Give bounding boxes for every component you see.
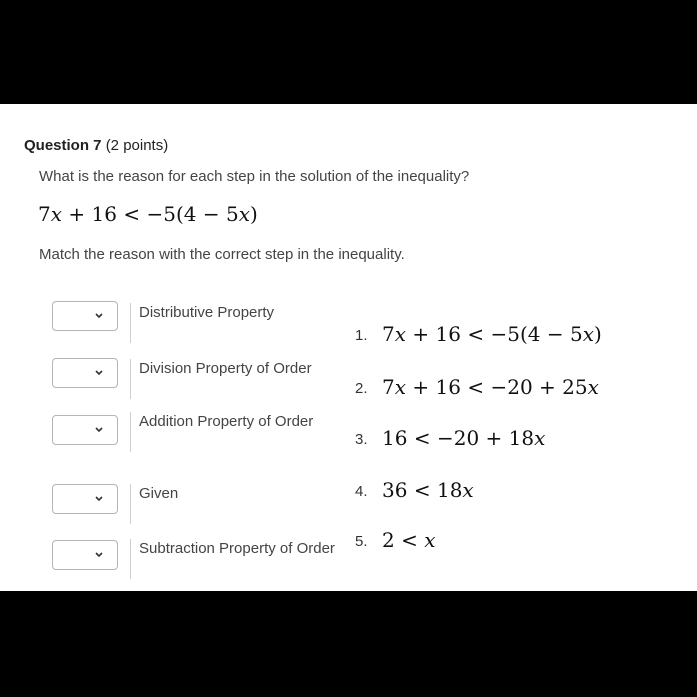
chevron-down-icon [93, 368, 105, 378]
reason-label-4: Given [130, 484, 345, 524]
reason-select-4[interactable] [52, 484, 118, 514]
question-header [24, 137, 168, 154]
step-number: 4. [355, 483, 368, 500]
step-number: 1. [355, 327, 368, 344]
chevron-down-icon [93, 425, 105, 435]
step-expression: 2 < x [382, 528, 436, 552]
reason-select-2[interactable] [52, 358, 118, 388]
reason-select-1[interactable] [52, 301, 118, 331]
reason-select-5[interactable] [52, 540, 118, 570]
match-instruction: Match the reason with the correct step in the inequality. [39, 246, 405, 263]
reason-label-2: Division Property of Order [130, 359, 345, 399]
question-number: Question 7 [24, 137, 102, 154]
chevron-down-icon [93, 550, 105, 560]
step-expression: 16 < −20 + 18x [382, 426, 546, 450]
step-number: 5. [355, 533, 368, 550]
reason-select-3[interactable] [52, 415, 118, 445]
question-points: (2 points) [105, 137, 169, 154]
step-expression: 36 < 18x [382, 478, 474, 502]
chevron-down-icon [93, 494, 105, 504]
question-prompt: What is the reason for each step in the solution of the inequality? [39, 168, 470, 185]
reason-label-3: Addition Property of Order [130, 412, 345, 452]
step-expression: 7x + 16 < −20 + 25x [382, 375, 599, 399]
reason-label-1: Distributive Property [130, 303, 345, 343]
given-inequality: 7x + 16 < −5(4 − 5x) [38, 202, 258, 226]
question-panel [0, 104, 697, 591]
step-expression: 7x + 16 < −5(4 − 5x) [382, 322, 602, 346]
chevron-down-icon [93, 311, 105, 321]
step-number: 3. [355, 431, 368, 448]
step-number: 2. [355, 380, 368, 397]
reason-label-5: Subtraction Property of Order [130, 539, 345, 579]
